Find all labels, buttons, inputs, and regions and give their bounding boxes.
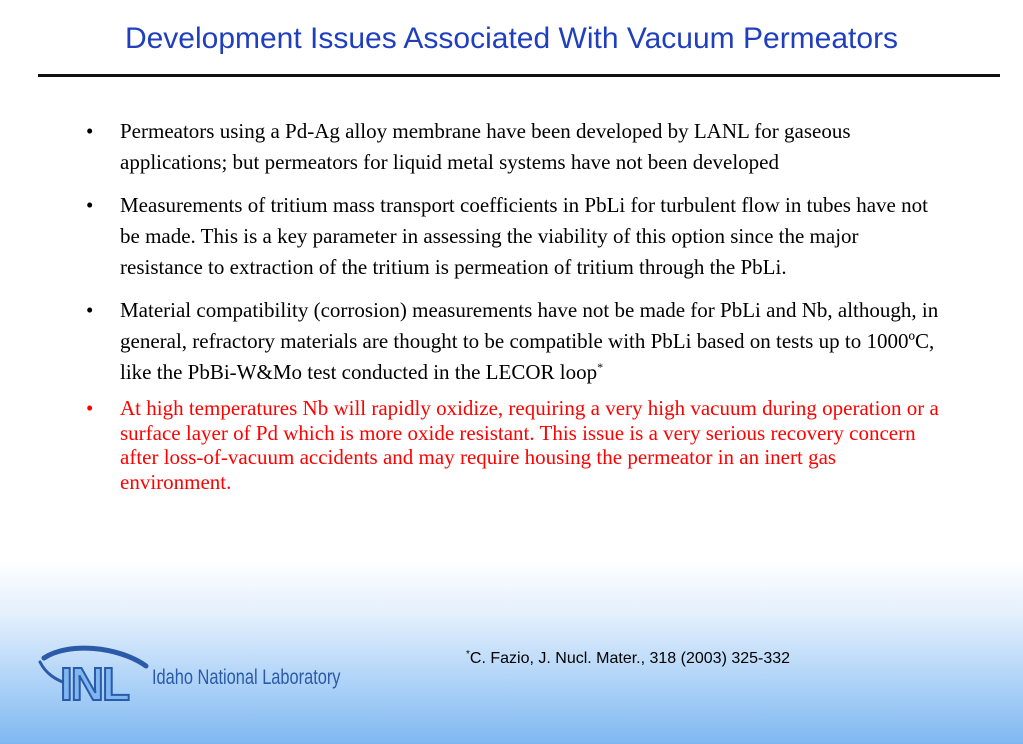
bullet-text: At high temperatures Nb will rapidly oxidize, requiring a very high vacuum during operation or a surface layer of Pd which is more oxide resistant. This issue is a very serious recovery concern after loss-of-vacuum accidents and may require housing the permeator in an inert gas environment. (120, 396, 939, 494)
bullet-item-4-highlight (86, 396, 946, 494)
slide-title: Development Issues Associated With Vacuum Permeators (124, 22, 899, 55)
footnote-mark: * (466, 649, 470, 660)
bullet-text: Permeators using a Pd-Ag alloy membrane have been developed by LANL for gaseous applications; but permeators for liquid metal systems have not been developed (120, 119, 851, 174)
bullet-marker: • (86, 298, 94, 322)
footnote-text: C. Fazio, J. Nucl. Mater., 318 (2003) 325-332 (469, 650, 791, 667)
bullet-marker: • (86, 396, 94, 420)
bullet-marker: • (86, 119, 94, 143)
footnote (466, 650, 790, 668)
bullet-text: Measurements of tritium mass transport coefficients in PbLi for turbulent flow in tubes have not be made. This is a key parameter in assessing the viability of this option since the major resistance to extraction of the tritium is permeation of tritium through the PbLi. (120, 193, 928, 279)
logo-wordmark: Idaho National Laboratory (152, 666, 341, 689)
bullet-item-1 (86, 116, 946, 178)
footnote-reference: * (597, 360, 604, 374)
bullet-text: Material compatibility (corrosion) measurements have not be made for PbLi and Nb, although, in general, refractory materials are thought to be compatible with PbLi based on tests up to 1000ºC, like the PbBi-W&Mo test conducted in the LECOR loop (120, 298, 939, 384)
bullet-item-3 (86, 295, 946, 388)
bullet-list (86, 116, 946, 506)
title-divider (38, 74, 1000, 77)
logo-letters: INL (60, 658, 129, 708)
bullet-marker: • (86, 193, 94, 217)
bullet-item-2 (86, 190, 946, 283)
